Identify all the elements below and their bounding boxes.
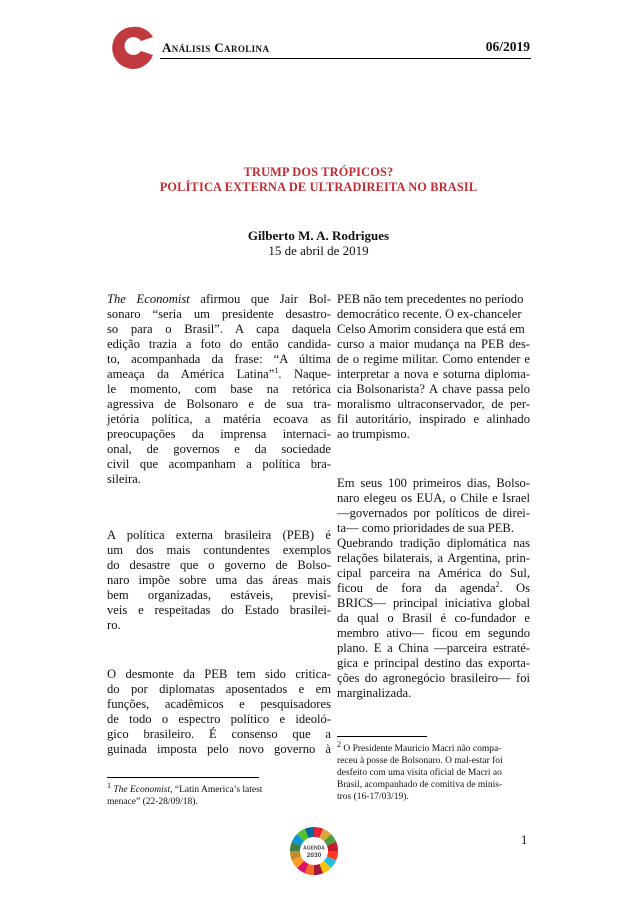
paragraph-line: da qual o Brasil é co-fundador e (337, 611, 530, 625)
paragraph-line: gica e principal destino das exporta- (337, 656, 530, 670)
paragraph-line: plano. E a China —parceira estraté- (337, 641, 530, 655)
paragraph-line: Celso Amorim considera que está em (337, 322, 525, 336)
paragraph-line: de o regime militar. Como entender e (337, 352, 530, 366)
paragraph-line: naro elegeu os EUA, o Chile e Israel (337, 491, 530, 505)
paragraph-line: curso a maior mudança na PEB des- (337, 337, 530, 351)
footnote-ref: 1 (274, 365, 279, 375)
footnote-rule (337, 736, 427, 737)
paragraph-line: do desastre que o governo de Bolso- (107, 558, 331, 572)
footnote-2-line: desfeito com uma visita oficial de Macri ao (337, 768, 502, 778)
paragraph-line: le momento, com base na retórica (107, 382, 331, 396)
paragraph-line: ficou de fora da agenda$^2$. Os (337, 579, 530, 595)
paragraph-line: ções do agronegócio brasileiro— foi (337, 671, 530, 685)
paragraph-line: onal, de governos e da sociedade (107, 442, 331, 456)
brand-name: Análisis Carolina (162, 40, 270, 55)
paragraph-line: moralismo ultraconservador, de per- (337, 397, 530, 411)
header-rule (160, 58, 531, 59)
page-number: 1 (521, 833, 528, 847)
paragraph-line: guinada imposta pelo novo governo à (107, 742, 331, 756)
paragraph-line: PEB não tem precedentes no período (337, 292, 524, 306)
footnote-2-line: Brasil, acompanhado de comitiva de minis- (337, 780, 503, 790)
title-line-1: TRUMP DOS TRÓPICOS? (243, 165, 394, 179)
paragraph-line: Quebrando tradição diplomática nas (337, 536, 530, 550)
footnote-1: $^1$ The Economist, “Latin America’s latest (107, 780, 263, 795)
paragraph-line: relações bilaterais, a Argentina, prin- (337, 551, 530, 565)
paragraph-line: interpretar a nova e soturna diploma- (337, 367, 530, 381)
paragraph-line: edição trazia a foto do então candida- (107, 337, 331, 351)
paragraph-line: democrático recente. O ex-chanceler (337, 307, 522, 321)
paragraph-line: so para o Brasil”. A capa daquela (107, 322, 331, 336)
paragraph-line: agressiva de Bolsonaro e de sua tra- (107, 397, 331, 411)
paragraph-line: A política externa brasileira (PEB) é (107, 528, 331, 542)
paragraph-line: funções, acadêmicos e pesquisadores (107, 697, 331, 711)
carolina-logo-icon (108, 25, 156, 71)
footnote-2: $^2$ O Presidente Mauricio Macri não compa- (337, 739, 502, 754)
paragraph-line: ro. (107, 618, 121, 632)
paragraph-line: naro impõe sobre uma das áreas mais (107, 573, 331, 587)
svg-text:2030: 2030 (306, 852, 322, 859)
paragraph-line: bem organizadas, estáveis, previsí- (107, 588, 331, 602)
author: Gilberto M. A. Rodrigues (247, 228, 390, 243)
paragraph-line: gico brasileiro. É consenso que a (107, 727, 331, 741)
paragraph-line: Em seus 100 primeiros dias, Bolso- (337, 476, 530, 490)
title-line-2: POLÍTICA EXTERNA DE ULTRADIREITA NO BRASIL (159, 180, 478, 194)
footnote-1-line-2: menace” (22-28/09/18). (107, 797, 198, 807)
paragraph-line: civil que acompanham a política bra- (107, 457, 331, 471)
footnote-2-line: tros (16-17/03/19). (337, 792, 409, 802)
paragraph-line: cia Bolsonarista? A chave passa pelo (337, 382, 530, 396)
paragraph-line: The Economist afirmou que Jair Bol- (107, 292, 331, 306)
paragraph-line: um dos mais contundentes exemplos (107, 543, 331, 557)
paragraph-line: jetória política, a matéria ecoava as (107, 412, 331, 426)
paragraph-line: BRICS— principal iniciativa global (337, 596, 530, 610)
paragraph-line: ameaça da América Latina”$^1$. Naque- (107, 365, 332, 381)
paragraph-line: ao trumpismo. (337, 427, 410, 441)
paragraph-line: cipal parceira na América do Sul, (337, 566, 530, 580)
paragraph-line: marginalizada. (337, 686, 412, 700)
paragraph-line: preocupações da imprensa internaci- (107, 427, 331, 441)
paragraph-line: de todo o espectro político e ideoló- (107, 712, 331, 726)
footnote-2-line: receu à posse de Bolsonaro. O mal-estar foi (337, 756, 503, 766)
issue-number: 06/2019 (485, 39, 530, 54)
agenda-2030-icon (289, 826, 339, 876)
paragraph-line: —governados por políticos de direi- (337, 506, 530, 520)
svg-text:AGENDA: AGENDA (303, 845, 325, 852)
paragraph-line: do por diplomatas aposentados e em (107, 682, 331, 696)
paragraph-line: fil autoritário, inspirado e alinhado (337, 412, 530, 426)
paragraph-line: sileira. (107, 472, 141, 486)
footnote-rule (107, 777, 259, 778)
date: 15 de abril de 2019 (268, 243, 369, 258)
paragraph-line: O desmonte da PEB tem sido critica- (107, 667, 331, 681)
paragraph-line: veis e respeitadas do Estado brasilei- (107, 603, 331, 617)
paragraph-line: ta— como prioridades de sua PEB. (337, 521, 514, 535)
paragraph-line: sonaro “seria um presidente desastro- (107, 307, 331, 321)
paragraph-line: membro ativo— ficou em segundo (337, 626, 530, 640)
paragraph-line: to, acompanhada da frase: “A última (107, 352, 331, 366)
footnote-ref: 2 (495, 579, 500, 589)
